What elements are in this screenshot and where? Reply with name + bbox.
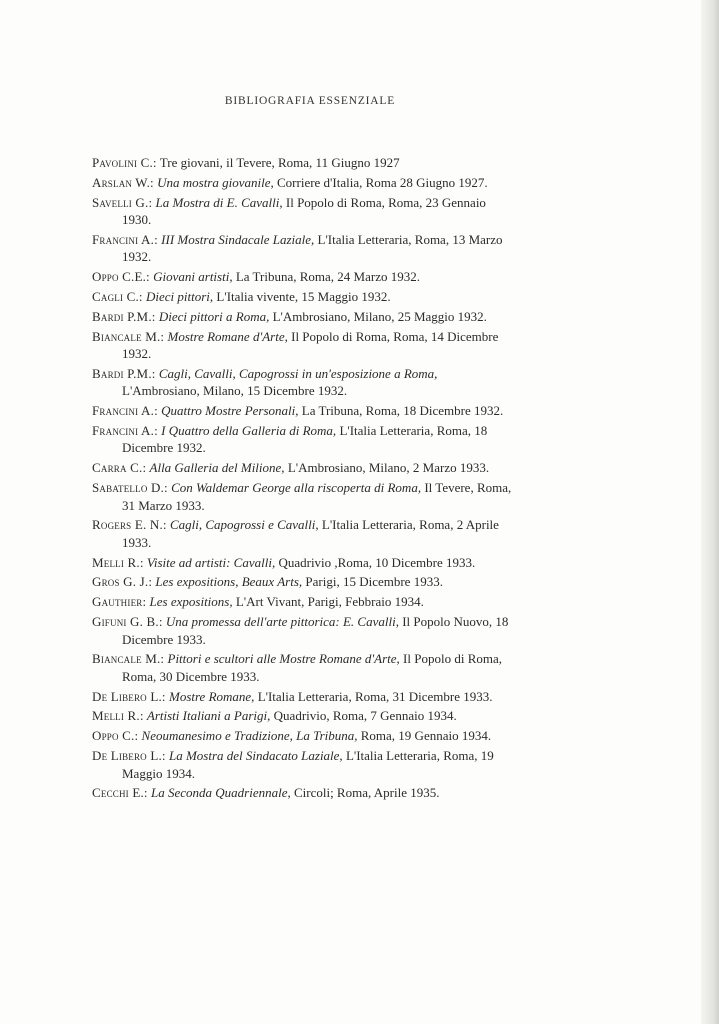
entry-publication: Il Popolo di Roma, Roma, 23 Gennaio 1930.	[122, 194, 486, 228]
bibliography-entry	[92, 268, 517, 286]
entry-author: Sabatello D.:	[92, 480, 168, 496]
entry-author: Gifuni G. B.:	[92, 614, 163, 630]
entry-author: Gros G. J.:	[92, 574, 153, 590]
entry-work-title: Neoumanesimo e Tradizione, La Tribuna,	[141, 728, 358, 744]
bibliography-entry	[92, 174, 517, 192]
entry-author: Cecchi E.:	[92, 785, 148, 801]
bibliography-entry	[92, 688, 517, 706]
bibliography-entry	[92, 459, 517, 477]
entry-work-title: Les expositions,	[149, 594, 233, 610]
entry-publication: L'Italia Letteraria, Roma, 18 Dicembre 1932.	[122, 422, 488, 456]
entry-author: Carra C.:	[92, 460, 147, 476]
entry-author: Biancale M.:	[92, 651, 165, 667]
entry-publication: L'Italia Letteraria, Roma, 19 Maggio 1934.	[122, 748, 494, 781]
entry-work-title: Dieci pittori a Roma,	[158, 308, 270, 324]
entry-author: Francini A.:	[92, 231, 158, 247]
entry-work-title: Cagli, Cavalli, Capogrossi in un'esposizione a Roma,	[158, 365, 438, 381]
entry-work-title: La Seconda Quadriennale,	[150, 785, 291, 801]
entry-publication: L'Italia vivente, 15 Maggio 1932.	[213, 288, 391, 304]
entry-publication: Roma, 19 Gennaio 1934.	[357, 728, 492, 744]
entry-author: Oppo C.:	[92, 728, 139, 744]
entry-publication: L'Art Vivant, Parigi, Febbraio 1934.	[232, 594, 424, 610]
entry-publication: L'Ambrosiano, Milano, 2 Marzo 1933.	[284, 460, 490, 476]
bibliography-entry	[92, 288, 517, 306]
bibliography-entry	[92, 707, 517, 725]
entry-work-title: Una promessa dell'arte pittorica: E. Cavalli,	[165, 614, 399, 630]
entry-author: Rogers E. N.:	[92, 517, 167, 533]
entry-publication: Quadrivio ,Roma, 10 Dicembre 1933.	[275, 554, 476, 570]
entry-publication: L'Italia Letteraria, Roma, 31 Dicembre 1933.	[254, 688, 493, 704]
bibliography-entry	[92, 308, 517, 326]
bibliography-entry	[92, 573, 517, 591]
entry-author: Francini A.:	[92, 422, 158, 438]
entry-work-title: Mostre Romane,	[168, 688, 255, 704]
bibliography-entry	[92, 422, 517, 457]
entry-publication: Corriere d'Italia, Roma 28 Giugno 1927.	[273, 174, 488, 190]
bibliography-entry	[92, 231, 517, 266]
entry-author: Savelli G.:	[92, 194, 153, 210]
bibliography-entry	[92, 365, 517, 400]
entry-publication: La Tribuna, Roma, 24 Marzo 1932.	[232, 269, 420, 285]
entry-publication: L'Italia Letteraria, Roma, 13 Marzo 1932.	[122, 231, 503, 265]
entry-publication: Quadrivio, Roma, 7 Gennaio 1934.	[270, 708, 457, 724]
entry-publication: Il Popolo Nuovo, 18 Dicembre 1933.	[122, 614, 509, 647]
entry-publication: Parigi, 15 Dicembre 1933.	[302, 574, 443, 590]
entry-author: Bardi P.M.:	[92, 308, 156, 324]
entry-work-title: Les expositions, Beaux Arts,	[155, 574, 303, 590]
entry-author: Gauthier:	[92, 594, 147, 610]
bibliography-entry	[92, 554, 517, 572]
entry-author: Oppo C.E.:	[92, 269, 150, 285]
bibliography-entry	[92, 402, 517, 420]
bibliography-entry	[92, 194, 517, 229]
bibliography-entry	[92, 154, 517, 172]
entry-publication: Circoli; Roma, Aprile 1935.	[290, 785, 440, 801]
entry-author: Bardi P.M.:	[92, 365, 156, 381]
entry-publication: L'Ambrosiano, Milano, 15 Dicembre 1932.	[122, 383, 348, 399]
entry-work-title: Pittori e scultori alle Mostre Romane d'Arte,	[167, 651, 400, 667]
entry-publication: L'Italia Letteraria, Roma, 2 Aprile 1933.	[122, 517, 499, 550]
entry-publication: Il Tevere, Roma, 31 Marzo 1933.	[122, 480, 512, 513]
bibliography-entry	[92, 727, 517, 745]
entry-author: Francini A.:	[92, 403, 158, 419]
bibliography-list	[92, 154, 517, 804]
entry-work-title: Giovani artisti,	[153, 269, 233, 285]
entry-publication: La Tribuna, Roma, 18 Dicembre 1932.	[298, 403, 504, 419]
entry-work-title: Una mostra giovanile,	[157, 174, 274, 190]
entry-author: Biancale M.:	[92, 328, 165, 344]
entry-author: Melli R.:	[92, 554, 144, 570]
bibliography-entry	[92, 613, 517, 648]
entry-work-title: Visite ad artisti: Cavalli,	[146, 554, 276, 570]
bibliography-entry	[92, 747, 517, 782]
entry-work-title: Cagli, Capogrossi e Cavalli,	[169, 517, 319, 533]
entry-author: Cagli C.:	[92, 288, 143, 304]
entry-work-title: Artisti Italiani a Parigi,	[146, 708, 271, 724]
page-edge	[701, 0, 719, 1024]
entry-work-title: Mostre Romane d'Arte,	[167, 328, 288, 344]
bibliography-entry	[92, 516, 517, 551]
entry-work-title: La Mostra di E. Cavalli,	[155, 194, 283, 210]
entry-work-title: Quattro Mostre Personali,	[161, 403, 299, 419]
bibliography-entry	[92, 784, 517, 802]
bibliography-entry	[92, 328, 517, 363]
entry-author: Melli R.:	[92, 708, 144, 724]
entry-work-title: III Mostra Sindacale Laziale,	[161, 231, 315, 247]
entry-author: De Libero L.:	[92, 748, 166, 764]
entry-author: Pavolini C.:	[92, 155, 157, 170]
entry-work-title: La Mostra del Sindacato Laziale,	[168, 748, 343, 764]
page-title: BIBLIOGRAFIA ESSENZIALE	[224, 95, 396, 107]
entry-publication: Tre giovani, il Tevere, Roma, 11 Giugno 1927	[159, 155, 400, 170]
entry-work-title: I Quattro della Galleria di Roma,	[161, 422, 337, 438]
entry-work-title: Con Waldemar George alla riscoperta di Roma,	[171, 480, 422, 496]
bibliography-entry	[92, 650, 517, 685]
entry-author: Arslan W.:	[92, 174, 154, 190]
bibliography-entry	[92, 479, 517, 514]
entry-publication: Il Popolo di Roma, Roma, 14 Dicembre 1932.	[122, 328, 499, 362]
entry-publication: L'Ambrosiano, Milano, 25 Maggio 1932.	[269, 308, 487, 324]
entry-publication: Il Popolo di Roma, Roma, 30 Dicembre 1933.	[122, 651, 502, 684]
bibliography-entry	[92, 593, 517, 611]
entry-author: De Libero L.:	[92, 688, 166, 704]
entry-work-title: Dieci pittori,	[146, 288, 214, 304]
entry-work-title: Alla Galleria del Milione,	[149, 460, 285, 476]
